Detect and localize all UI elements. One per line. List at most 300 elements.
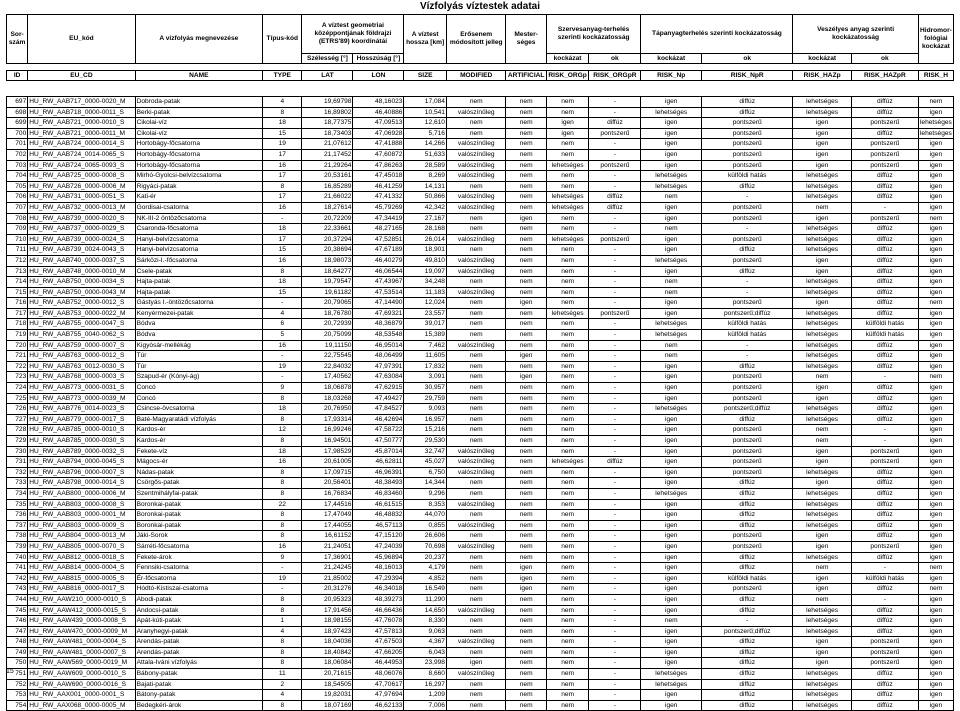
table-cell: 47,57813 — [353, 626, 404, 637]
table-cell: - — [702, 192, 793, 203]
table-row — [7, 414, 954, 425]
table-cell: 16 — [263, 160, 302, 171]
table-cell: HU_RW_AAW569_0000-0019_M — [28, 658, 135, 669]
table-cell: nem — [506, 128, 546, 139]
table-cell: nem — [506, 139, 546, 150]
table-cell: 733 — [7, 478, 28, 489]
table-cell: 22 — [263, 499, 302, 510]
table-row — [7, 573, 954, 584]
table-cell: igen — [918, 594, 953, 605]
table-cell: igen — [918, 637, 953, 648]
table-cell: 8 — [263, 181, 302, 192]
table-cell: nem — [446, 298, 506, 309]
table-cell: nem — [446, 510, 506, 521]
table-cell: 16,61152 — [302, 531, 353, 542]
table-cell: 728 — [7, 425, 28, 436]
table-row — [7, 446, 954, 457]
table-cell: nem — [446, 626, 506, 637]
table-cell: 47,58722 — [353, 425, 404, 436]
table-cell: nem — [546, 700, 589, 711]
table-cell: lehetséges — [641, 404, 702, 415]
table-cell: - — [589, 139, 641, 150]
table-cell: nem — [506, 700, 546, 711]
table-cell: HU_RW_AAB759_0000-0007_S — [28, 340, 135, 351]
table-cell: diffúz — [851, 531, 918, 542]
table-cell: 740 — [7, 552, 28, 563]
table-cell: diffúz — [851, 277, 918, 288]
table-cell: 20,95323 — [302, 594, 353, 605]
table-cell: nem — [506, 467, 546, 478]
table-cell: pontszerű — [702, 149, 793, 160]
table-cell: 48,06076 — [353, 669, 404, 680]
table-cell: 726 — [7, 404, 28, 415]
table-cell: nem — [918, 298, 953, 309]
table-cell: Cikolai-víz — [135, 118, 263, 129]
table-cell: igen — [918, 171, 953, 182]
table-cell: diffúz — [702, 361, 793, 372]
table-cell: lehetséges — [793, 330, 851, 341]
table-cell: 706 — [7, 192, 28, 203]
table-cell: - — [851, 425, 918, 436]
table-cell: nem — [446, 414, 506, 425]
table-cell: nem — [506, 414, 546, 425]
table-cell: 9,063 — [404, 626, 447, 637]
table-cell: diffúz — [851, 605, 918, 616]
table-cell: - — [589, 425, 641, 436]
table-cell: pontszerű — [851, 139, 918, 150]
table-cell: 47,67189 — [353, 245, 404, 256]
table-cell: 18,40842 — [302, 647, 353, 658]
table-cell: - — [589, 224, 641, 235]
table-cell: diffúz — [702, 563, 793, 574]
table-cell: lehetséges — [793, 319, 851, 330]
table-cell: nem — [918, 213, 953, 224]
table-cell: Sárréti-főcsatorna — [135, 541, 263, 552]
table-cell: igen — [641, 234, 702, 245]
data-table — [6, 96, 954, 711]
table-cell: nem — [446, 224, 506, 235]
table-cell: 21,66022 — [302, 192, 353, 203]
table-cell: 9,093 — [404, 404, 447, 415]
table-cell: 48,27165 — [353, 224, 404, 235]
table-cell: 19,79547 — [302, 277, 353, 288]
table-cell: nem — [506, 690, 546, 701]
table-cell: 8 — [263, 658, 302, 669]
table-cell: 19 — [263, 139, 302, 150]
table-cell: lehetséges — [793, 520, 851, 531]
table-cell: 18,901 — [404, 245, 447, 256]
table-cell: 46,62811 — [353, 457, 404, 468]
table-cell: 17,91456 — [302, 605, 353, 616]
table-cell: nem — [506, 478, 546, 489]
table-cell: nem — [546, 478, 589, 489]
table-cell: nem — [546, 224, 589, 235]
table-cell: HU_RW_AAB805_0000-0070_S — [28, 541, 135, 552]
table-cell: nem — [506, 616, 546, 627]
table-cell: igen — [918, 605, 953, 616]
table-cell: - — [589, 563, 641, 574]
table-cell: pontszerű — [851, 160, 918, 171]
table-cell: 48,16023 — [353, 97, 404, 108]
table-cell: nem — [546, 245, 589, 256]
table-cell: igen — [793, 160, 851, 171]
table-cell: 45,027 — [404, 457, 447, 468]
table-cell: HU_RW_AAB800_0000-0006_M — [28, 488, 135, 499]
table-cell: nem — [506, 171, 546, 182]
table-cell: 26,014 — [404, 234, 447, 245]
table-cell: nem — [506, 383, 546, 394]
table-cell: igen — [793, 531, 851, 542]
table-cell: 8 — [263, 700, 302, 711]
table-cell: 45,79269 — [353, 202, 404, 213]
table-row — [7, 541, 954, 552]
table-cell: igen — [506, 563, 546, 574]
field-code-header: RISK_ORGp — [546, 71, 589, 81]
table-cell: 11,183 — [404, 287, 447, 298]
table-cell: nem — [546, 404, 589, 415]
table-cell: igen — [918, 277, 953, 288]
table-cell: valószínűleg — [446, 107, 506, 118]
table-cell: igen — [918, 139, 953, 150]
table-cell: lehetséges — [793, 510, 851, 521]
table-cell: igen — [641, 531, 702, 542]
table-cell: 9 — [263, 383, 302, 394]
table-cell: Jáki-Sorok — [135, 531, 263, 542]
table-cell: - — [589, 171, 641, 182]
table-cell: igen — [918, 457, 953, 468]
table-cell: pontszerű;diffúz — [702, 404, 793, 415]
table-cell: igen — [793, 298, 851, 309]
table-cell: diffúz — [851, 404, 918, 415]
table-cell: Hajta-patak — [135, 287, 263, 298]
table-cell: pontszerű — [851, 541, 918, 552]
table-cell: nem — [446, 531, 506, 542]
table-cell: 46,62133 — [353, 700, 404, 711]
table-row — [7, 478, 954, 489]
table-cell: diffúz — [851, 488, 918, 499]
table-cell: HU_RW_AAB785_0000-0030_S — [28, 436, 135, 447]
field-code-header: RISK_HAZp — [793, 71, 851, 81]
field-code-header: ID — [7, 71, 28, 81]
table-cell: 47,41332 — [353, 192, 404, 203]
table-cell: pontszerű — [702, 446, 793, 457]
table-cell: diffúz — [851, 351, 918, 362]
table-cell: Kati-ér — [135, 192, 263, 203]
table-cell: 16,99246 — [302, 425, 353, 436]
table-cell: igen — [641, 446, 702, 457]
table-cell: - — [263, 298, 302, 309]
field-code-header: TYPE — [263, 71, 302, 81]
table-cell: Bajati-patak — [135, 679, 263, 690]
table-cell: - — [263, 584, 302, 595]
table-cell: nem — [506, 107, 546, 118]
table-cell: igen — [641, 160, 702, 171]
table-row — [7, 277, 954, 288]
table-row — [7, 149, 954, 160]
table-cell: 21,07612 — [302, 139, 353, 150]
table-cell: nem — [546, 552, 589, 563]
table-cell: igen — [793, 541, 851, 552]
table-row — [7, 118, 954, 129]
table-cell: 9,296 — [404, 488, 447, 499]
table-cell: nem — [446, 181, 506, 192]
table-cell: pontszerű — [702, 541, 793, 552]
table-row — [7, 499, 954, 510]
table-cell: nem — [506, 594, 546, 605]
table-cell: 702 — [7, 149, 28, 160]
table-cell: pontszerű — [702, 393, 793, 404]
table-cell: 18,76780 — [302, 308, 353, 319]
col-header-org-kockazat: kockázat — [546, 54, 589, 64]
table-cell: igen — [641, 393, 702, 404]
table-row — [7, 255, 954, 266]
table-cell: pontszerű — [851, 446, 918, 457]
table-cell: valószínűleg — [446, 160, 506, 171]
table-cell: 47,66205 — [353, 647, 404, 658]
table-cell: diffúz — [851, 361, 918, 372]
table-row — [7, 330, 954, 341]
table-cell: - — [589, 531, 641, 542]
table-row — [7, 308, 954, 319]
table-cell: - — [589, 669, 641, 680]
table-cell: Csaronda-főcsatorna — [135, 224, 263, 235]
table-cell: 47,70617 — [353, 679, 404, 690]
table-cell: nem — [546, 658, 589, 669]
table-cell: lehetséges — [793, 626, 851, 637]
table-cell: 48,53548 — [353, 330, 404, 341]
col-header-length: A víztest hossza [km] — [404, 15, 447, 64]
table-cell: nem — [506, 488, 546, 499]
table-cell: 27,167 — [404, 213, 447, 224]
table-cell: igen — [918, 393, 953, 404]
table-cell: nem — [546, 647, 589, 658]
table-cell: nem — [793, 202, 851, 213]
table-cell: igen — [641, 425, 702, 436]
table-cell: - — [589, 552, 641, 563]
table-cell: 18 — [263, 224, 302, 235]
table-cell: pontszerű — [702, 531, 793, 542]
table-cell: igen — [641, 637, 702, 648]
table-cell: - — [702, 287, 793, 298]
table-cell: igen — [918, 340, 953, 351]
table-cell: nem — [446, 552, 506, 563]
table-cell: 45,87014 — [353, 446, 404, 457]
table-cell: nem — [506, 340, 546, 351]
table-row — [7, 287, 954, 298]
table-cell: 15,216 — [404, 425, 447, 436]
table-cell: 724 — [7, 383, 28, 394]
table-cell: igen — [546, 118, 589, 129]
table-cell: igen — [918, 669, 953, 680]
table-cell: Sárközi-I.-főcsatorna — [135, 255, 263, 266]
table-cell: igen — [918, 647, 953, 658]
table-cell: nem — [506, 457, 546, 468]
table-cell: igen — [641, 563, 702, 574]
table-cell: Fennsiki-csatorna — [135, 563, 263, 574]
table-cell: - — [589, 181, 641, 192]
field-code-header: NAME — [135, 71, 263, 81]
table-cell: 1,209 — [404, 690, 447, 701]
col-header-org-ok: ok — [589, 54, 641, 64]
table-cell: 20,72209 — [302, 213, 353, 224]
table-cell: diffúz — [702, 181, 793, 192]
table-cell: - — [702, 340, 793, 351]
table-cell: 20,72939 — [302, 319, 353, 330]
table-cell: nem — [506, 319, 546, 330]
table-cell: nem — [546, 669, 589, 680]
table-cell: igen — [918, 520, 953, 531]
table-cell: nem — [506, 626, 546, 637]
table-cell: nem — [546, 361, 589, 372]
table-cell: 17,47049 — [302, 510, 353, 521]
table-cell: Csele-patak — [135, 266, 263, 277]
table-cell: diffúz — [851, 340, 918, 351]
table-cell: pontszerű — [702, 584, 793, 595]
table-cell: nem — [546, 149, 589, 160]
table-cell: pontszerű — [702, 255, 793, 266]
table-cell: - — [263, 351, 302, 362]
table-cell: HU_RW_AAB755_0040-0062_S — [28, 330, 135, 341]
table-cell: 22,84032 — [302, 361, 353, 372]
table-cell: nem — [641, 192, 702, 203]
table-cell: HU_RW_AAB717_0000-0020_M — [28, 97, 135, 108]
table-cell: nem — [546, 266, 589, 277]
table-cell: 46,83460 — [353, 488, 404, 499]
table-cell: - — [589, 213, 641, 224]
col-header-coordinates: A víztest geometriai középpontjának földrajzi (ETRS'89) koordinátái — [302, 15, 404, 54]
table-cell: 17,44055 — [302, 520, 353, 531]
table-cell: Baté-Magyaratádi vízfolyás — [135, 414, 263, 425]
table-cell: nem — [793, 425, 851, 436]
table-cell: igen — [918, 287, 953, 298]
table-cell: HU_RW_AAB718_0000-0011_S — [28, 107, 135, 118]
table-cell: 743 — [7, 584, 28, 595]
table-cell: nem — [546, 372, 589, 383]
table-row — [7, 520, 954, 531]
table-cell: nem — [641, 340, 702, 351]
table-cell: lehetséges — [793, 224, 851, 235]
col-header-lat: Szélesség [°] — [302, 54, 353, 64]
table-cell: diffúz — [851, 107, 918, 118]
table-cell: valószínűleg — [446, 287, 506, 298]
table-cell: Túr — [135, 351, 263, 362]
table-cell: Rigyáci-patak — [135, 181, 263, 192]
table-cell: 32,747 — [404, 446, 447, 457]
table-cell: - — [589, 351, 641, 362]
table-cell: 718 — [7, 319, 28, 330]
table-cell: igen — [546, 128, 589, 139]
table-cell: nem — [506, 520, 546, 531]
table-cell: - — [589, 149, 641, 160]
table-cell: 8 — [263, 478, 302, 489]
table-cell: HU_RW_AAW481_0000-0004_S — [28, 637, 135, 648]
table-cell: 21,17452 — [302, 149, 353, 160]
table-cell: 4,367 — [404, 637, 447, 648]
table-cell: nem — [918, 97, 953, 108]
table-cell: 46,95014 — [353, 340, 404, 351]
table-cell: lehetséges — [641, 488, 702, 499]
table-cell: 18 — [263, 446, 302, 457]
table-cell: külföldi hatás — [702, 171, 793, 182]
table-cell: igen — [641, 584, 702, 595]
table-cell: - — [589, 541, 641, 552]
table-cell: nem — [546, 531, 589, 542]
table-cell: Arendás-patak — [135, 637, 263, 648]
table-cell: lehetséges — [793, 552, 851, 563]
field-code-header: RISK_HAZpR — [851, 71, 918, 81]
table-cell: diffúz — [851, 287, 918, 298]
col-header-artificial: Mester-séges — [506, 15, 546, 64]
table-cell: nem — [506, 202, 546, 213]
table-cell: valószínűleg — [446, 266, 506, 277]
table-cell: - — [589, 467, 641, 478]
table-cell: HU_RW_AAB755_0000-0047_S — [28, 319, 135, 330]
table-cell: 4 — [263, 308, 302, 319]
table-cell: 14,650 — [404, 605, 447, 616]
table-cell: igen — [793, 383, 851, 394]
table-cell: igen — [918, 700, 953, 711]
table-cell: diffúz — [702, 679, 793, 690]
table-row — [7, 181, 954, 192]
table-cell: HU_RW_AAB721_0000-0011_M — [28, 128, 135, 139]
table-cell: igen — [918, 541, 953, 552]
table-cell: 23,557 — [404, 308, 447, 319]
table-cell: nem — [446, 308, 506, 319]
table-row — [7, 266, 954, 277]
table-cell: diffúz — [851, 234, 918, 245]
table-cell: igen — [641, 499, 702, 510]
table-cell: diffúz — [851, 171, 918, 182]
table-cell: igen — [918, 488, 953, 499]
table-cell: HU_RW_AAW439_0000-0008_S — [28, 616, 135, 627]
table-cell: HU_RW_AAB803_0000-0001_M — [28, 510, 135, 521]
table-cell: igen — [918, 319, 953, 330]
table-cell: nem — [446, 393, 506, 404]
table-cell: igen — [918, 149, 953, 160]
table-cell: Andocsi-patak — [135, 605, 263, 616]
table-cell: igen — [506, 351, 546, 362]
table-row — [7, 425, 954, 436]
table-cell: 714 — [7, 277, 28, 288]
table-cell: 46,41259 — [353, 181, 404, 192]
table-cell: igen — [641, 658, 702, 669]
table-row — [7, 700, 954, 711]
table-cell: 751 — [7, 669, 28, 680]
table-cell: nem — [546, 637, 589, 648]
table-cell: nem — [546, 351, 589, 362]
table-cell: igen — [506, 584, 546, 595]
table-cell: HU_RW_AAB803_0000-0009_S — [28, 520, 135, 531]
table-cell: Túr — [135, 361, 263, 372]
table-cell: igen — [918, 383, 953, 394]
table-cell: diffúz — [702, 658, 793, 669]
table-cell: lehetséges — [793, 700, 851, 711]
table-cell: nem — [506, 277, 546, 288]
table-cell: pontszerű;diffúz — [702, 308, 793, 319]
table-cell: nem — [506, 361, 546, 372]
table-row — [7, 584, 954, 595]
table-row — [7, 128, 954, 139]
table-cell: - — [851, 563, 918, 574]
table-cell: nem — [506, 234, 546, 245]
table-cell: igen — [641, 414, 702, 425]
table-cell: 34,248 — [404, 277, 447, 288]
table-cell: 20,237 — [404, 552, 447, 563]
table-cell: Aranyhegyi-patak — [135, 626, 263, 637]
field-code-header: RISK_H — [918, 71, 953, 81]
table-cell: nem — [641, 277, 702, 288]
table-cell: nem — [446, 679, 506, 690]
